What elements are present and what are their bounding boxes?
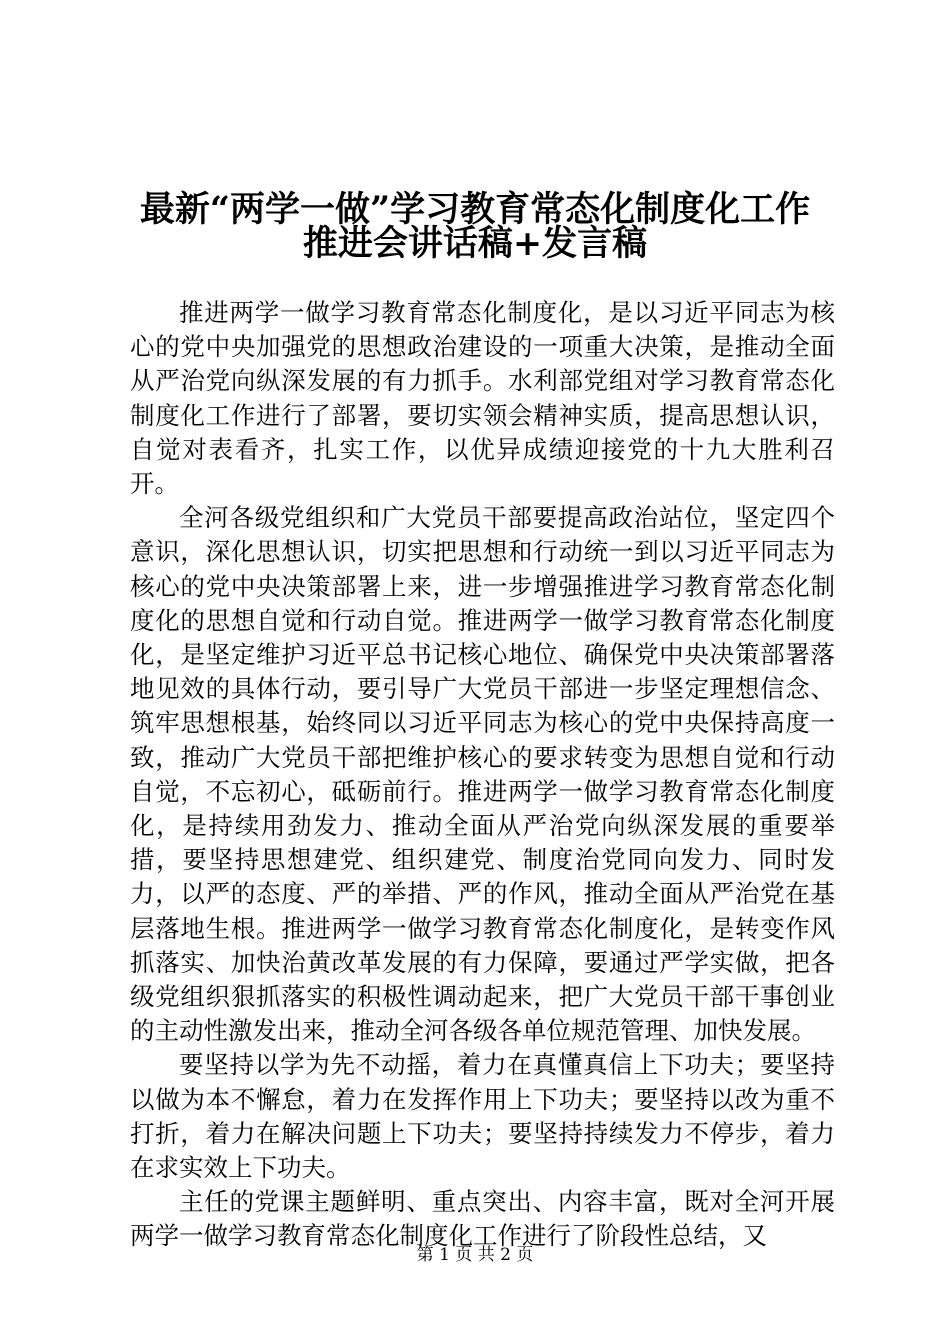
body-paragraph: 要坚持以学为先不动摇，着力在真懂真信上下功夫；要坚持以做为本不懈怠，着力在发挥作用上下功夫；要坚持以改为重不打折，着力在解决问题上下功夫；要坚持持续发力不停步，着力在求实效上下功夫。 <box>130 1050 835 1183</box>
document-title-line-2: 推进会讲话稿+发言稿 <box>302 223 648 264</box>
document-title-line-1: 最新“两学一做”学习教育常态化制度化工作 <box>139 189 811 230</box>
body-paragraph: 全河各级党组织和广大党员干部要提高政治站位，坚定四个意识，深化思想认识，切实把思想和行动统一到以习近平同志为核心的党中央决策部署上来，进一步增强推进学习教育常态化制度化的思想自觉和行动自觉。推进两学一做学习教育常态化制度化，是坚定维护习近平总书记核心地位、确保党中央决策部署落地见效的具体行动，要引导广大党员干部进一步坚定理想信念、筑牢思想根基，始终同以习近平同志为核心的党中央保持高度一致，推动广大党员干部把维护核心的要求转变为思想自觉和行动自觉，不忘初心，砥砺前行。推进两学一做学习教育常态化制度化，是持续用劲发力、推动全面从严治党向纵深发展的重要举措，要坚持思想建党、组织建党、制度治党同向发力、同时发力，以严的态度、严的举措、严的作风，推动全面从严治党在基层落地生根。推进两学一做学习教育常态化制度化，是转变作风抓落实、加快治黄改革发展的有力保障，要通过严学实做，把各级党组织狠抓落实的积极性调动起来，把广大党员干部干事创业的主动性激发出来，推动全河各级各单位规范管理、加快发展。 <box>130 503 835 1046</box>
page-number-footer: 第 1 页 共 2 页 <box>416 1245 534 1265</box>
document-body <box>130 296 835 1254</box>
body-paragraph: 推进两学一做学习教育常态化制度化，是以习近平同志为核心的党中央加强党的思想政治建设的一项重大决策，是推动全面从严治党向纵深发展的有力抓手。水利部党组对学习教育常态化制度化工作进行了部署，要切实领会精神实质，提高思想认识，自觉对表看齐，扎实工作，以优异成绩迎接党的十九大胜利召开。 <box>130 298 835 499</box>
body-paragraph: 主任的党课主题鲜明、重点突出、内容丰富，既对全河开展两学一做学习教育常态化制度化工作进行了阶段性总结，又 <box>130 1187 835 1251</box>
